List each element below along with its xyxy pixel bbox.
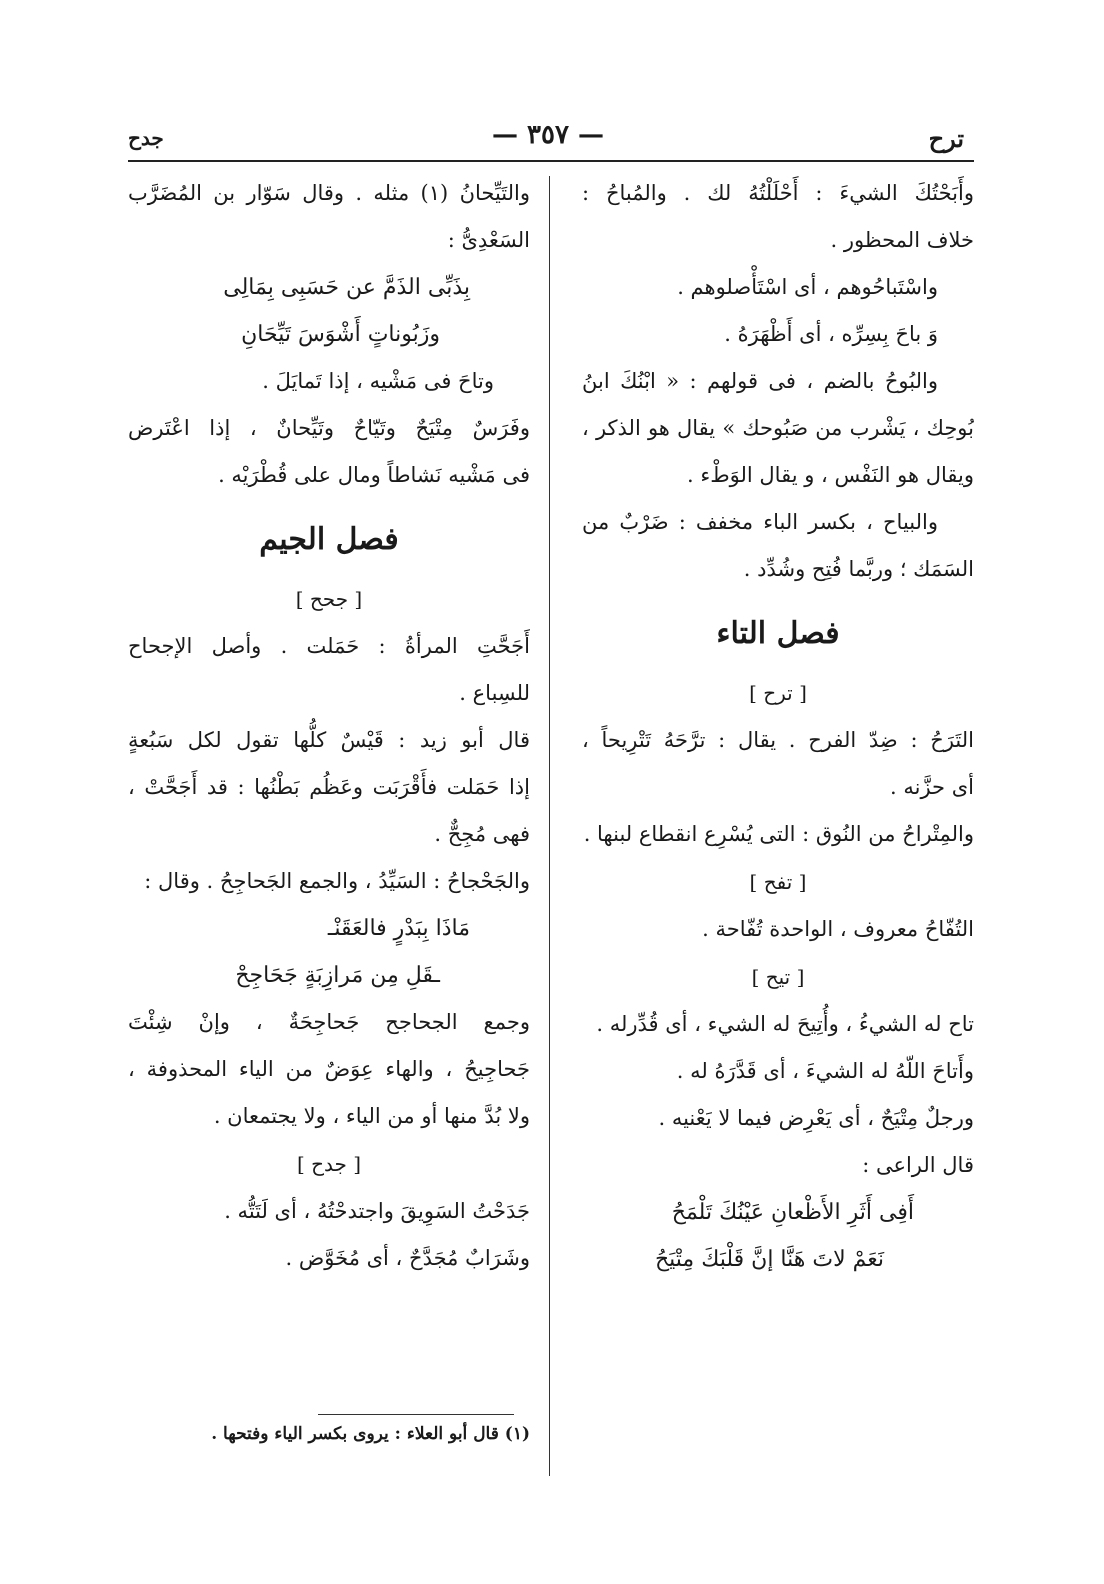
section-title-jim: فصل الجيم [259, 522, 399, 557]
text-line: وجمع الجحاجح جَحاجِحَةٌ ، وإنْ شِئْتَ [128, 1010, 530, 1034]
verse-line: نَعَمْ لاتَ هَنَّا إنَّ قَلْبَكَ مِتْيَحُ [654, 1247, 884, 1272]
text-line: ولا بُدَّ منها أو من الياء ، ولا يجتمعان . [213, 1104, 530, 1128]
footnote: (١) قال أبو العلاء : يروى بكسر الياء وفتحها . [211, 1424, 530, 1444]
text-line: السَمَك ؛ وربَّما فُتِح وشُدِّد . [743, 557, 974, 581]
right-column [582, 170, 974, 1283]
header-right-word: ترح [928, 124, 964, 153]
text-line: تاح له الشيءُ ، وأُتِيحَ له الشيء ، أى قُدِّرله . [596, 1012, 974, 1036]
text-line: والبُوحُ بالضم ، فى قولهم : « ابْنُكَ ابنُ [582, 369, 938, 393]
section-title-ta: فصل التاء [716, 616, 840, 651]
text-line: التُفّاحُ معروف ، الواحدة تُفّاحة . [702, 917, 974, 941]
text-line: جَدَحْتُ السَوِيقَ واجتدحْتُهُ ، أى لَتَتُّه . [224, 1199, 530, 1223]
text-line: فهى مُجِحٌّ . [434, 822, 530, 846]
text-line: أَجَحَّتِ المرأةُ : حَمَلت . وأصل الإجحاح [128, 634, 530, 658]
left-column [128, 170, 530, 1282]
text-line: خلاف المحظور . [830, 228, 974, 252]
text-line: وَ باحَ بِسِرِّه ، أى أَظْهَرَهُ . [724, 322, 938, 346]
verse-line: أَفِى أَثَرِ الأَظْعانِ عَيْنُكَ تَلْمَحُ [671, 1200, 914, 1225]
header-rule [128, 160, 974, 162]
text-line: ويقال هو النَفْس ، و يقال الوَطْء . [687, 463, 974, 487]
text-line: والمِتْراحُ من النُوق : التى يُسْرِع انقطاع لبنها . [583, 822, 974, 846]
text-line: وتاحَ فى مَشْيه ، إذا تَمايَلَ . [262, 369, 494, 393]
page-header [128, 120, 974, 156]
text-line: وشَرَابٌ مُجَدَّحٌ ، أى مُخَوَّض . [285, 1246, 530, 1270]
text-line: قال أبو زيد : قَيْسٌ كلُّها تقول لكل سَبُعةٍ [128, 728, 530, 752]
verse-line: ـقَلِ مِن مَرازِبَةٍ جَحَاجِحْ [235, 963, 440, 988]
header-left-word: جدح [128, 126, 164, 150]
verse-line: بِذَبِّى الذَمَّ عن حَسَبِى بِمَالِى [223, 275, 470, 300]
text-line: والجَحْجاحُ : السَيِّدُ ، والجمع الجَحاجِحُ . وقال : [144, 869, 530, 893]
text-line: وأَتاحَ اللّهُ له الشيءَ ، أى قَدَّرَهُ له . [676, 1059, 974, 1083]
text-line: التَرَحُ : ضِدّ الفرح . يقال : ترَّحَهُ تَتْرِيحاً ، [582, 728, 974, 752]
footnote-rule [318, 1414, 514, 1415]
text-line: والبياح ، بكسر الباء مخفف : ضَرْبٌ من [582, 510, 938, 534]
text-line: ورجلٌ مِتْيَحٌ ، أى يَعْرِض فيما لا يَعْنيه . [658, 1106, 974, 1130]
text-line: للسِباع . [459, 681, 530, 705]
entry-heading-tuffah: [ تفح ] [749, 870, 807, 894]
text-line: جَحاجِيحُ ، والهاء عِوَضٌ من الياء المحذوفة ، [128, 1057, 530, 1081]
verse-line: مَاذَا بِبَدْرٍ فالعَقَنْـ [327, 916, 470, 941]
text-line: السَعْدِىُّ : [447, 228, 530, 252]
entry-heading-tayah: [ تيح ] [751, 965, 805, 989]
entry-heading-jadah: [ جدح ] [296, 1152, 362, 1176]
verse-line: وزَبُوناتٍ أَشْوَسَ تَيِّحَانِ [241, 322, 440, 347]
text-line: واسْتَباحُوهم ، أى اسْتَأْصلوهم . [677, 275, 938, 299]
text-line: وأَبَحْتُكَ الشيءَ : أَحْلَلْتُهُ لك . والمُباحُ : [582, 181, 974, 205]
text-line: إذا حَمَلت فأَقْرَبَت وعَظُم بَطْنُها : قد أَجَحَّتْ ، [128, 775, 530, 799]
page-number: — ٣٥٧ — [491, 120, 605, 150]
column-divider [549, 176, 550, 1476]
text-line: فى مَشْيه نَشاطاً ومال على قُطْرَيْه . [218, 463, 530, 487]
text-line: والتَيِّحانُ (١) مثله . وقال سَوّار بن المُضَرَّب [128, 181, 530, 205]
text-line: بُوحِك ، يَشْرب من صَبُوحك » يقال هو الذكر ، [582, 416, 974, 440]
text-line: قال الراعى : [862, 1153, 974, 1177]
text-line: أى حزَّنه . [890, 775, 974, 799]
entry-heading-jahh: [ جحح ] [295, 587, 363, 611]
entry-heading-tarah: [ ترح ] [749, 681, 807, 705]
text-line: وفَرَسٌ مِتْيَحٌ وتَيّاحٌ وتَيِّحانٌ ، إذا اعْتَرض [128, 416, 530, 440]
